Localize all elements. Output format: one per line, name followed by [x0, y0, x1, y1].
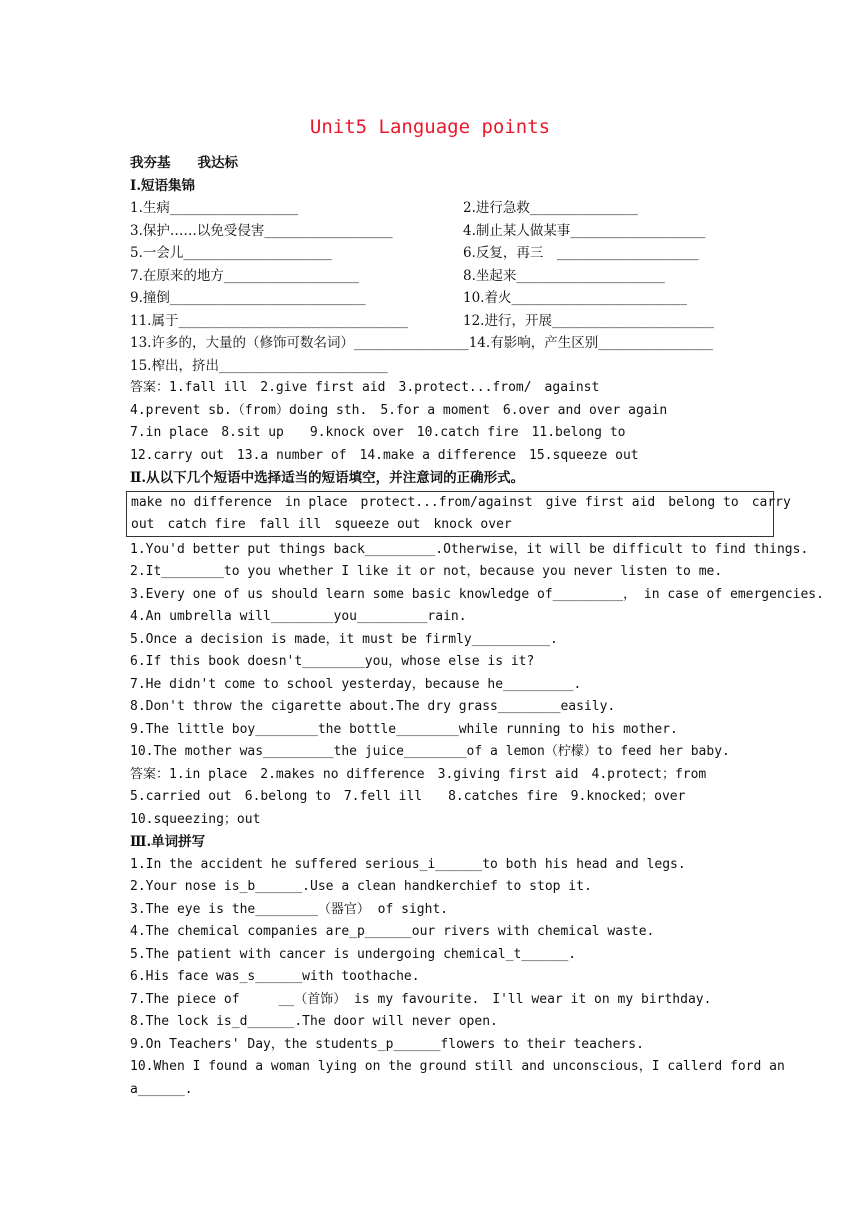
answer-line: 7.in place 8.sit up 9.knock over 10.catch fire 11.belong to [130, 425, 626, 440]
phrase-item: 2.进行急救________________ [463, 200, 638, 216]
question-item: 7.The piece of __（首饰） is my favourite. I'll wear it on my birthday. [130, 991, 712, 1007]
question-item: 2.Your nose is_b______.Use a clean handkerchief to stop it. [130, 879, 592, 894]
phrase-item: 7.在原来的地方____________________ [130, 267, 359, 284]
phrase-item: 6.反复，再三 _____________________ [463, 245, 699, 261]
question-item: 10.The mother was_________the juice________of a lemon（柠檬）to feed her baby. [130, 744, 730, 759]
section1-heading: Ⅰ.短语集锦 [130, 177, 196, 194]
question-item-continuation: a______. [130, 1081, 193, 1097]
phrase-item: 1.生病___________________ [130, 200, 299, 216]
answer-line: 5.carried out 6.belong to 7.fell ill 8.catches fire 9.knocked；over [130, 789, 686, 804]
phrase-row [130, 242, 770, 265]
question-item: 10.When I found a woman lying on the ground still and unconscious，I callerd ford an [130, 1059, 785, 1074]
phrase-row: 15.榨出，挤出_________________________ [130, 357, 388, 374]
question-item: 5.The patient with cancer is undergoing chemical_t______. [130, 946, 577, 962]
section3-heading: Ⅲ.单词拼写 [130, 834, 206, 850]
question-item: 7.He didn't come to school yesterday，because he_________. [130, 676, 582, 692]
question-item: 8.Don't throw the cigarette about.The dry grass________easily. [130, 699, 616, 714]
phrase-row [130, 197, 770, 220]
question-item: 1.You'd better put things back_________.Otherwise，it will be difficult to find things. [130, 541, 809, 557]
answer-line: 答案：1.fall ill 2.give first aid 3.protect...from/ against [130, 380, 600, 395]
phrase-item: 3.保护……以免受侵害___________________ [130, 222, 393, 239]
phrase-item: 11.属于__________________________________ [130, 312, 408, 329]
question-item: 5.Once a decision is made，it must be firmly__________. [130, 631, 558, 647]
phrase-item: 12.进行，开展________________________ [463, 312, 714, 329]
answer-line: 答案：1.in place 2.makes no difference 3.giving first aid 4.protect；from [130, 766, 707, 782]
answer-line: 12.carry out 13.a number of 14.make a difference 15.squeeze out [130, 447, 639, 463]
question-item: 9.On Teachers' Day，the students_p______flowers to their teachers. [130, 1036, 644, 1052]
worksheet-body [130, 152, 824, 1101]
phrase-item: 8.坐起来______________________ [463, 267, 665, 284]
question-item: 8.The lock is_d______.The door will never open. [130, 1014, 498, 1029]
question-item: 6.If this book doesn't________you，whose else is it? [130, 654, 535, 669]
question-item: 2.It________to you whether I like it or not，because you never listen to me. [130, 564, 723, 579]
section2-heading: Ⅱ.从以下几个短语中选择适当的短语填空，并注意词的正确形式。 [130, 470, 525, 486]
question-item: 4.The chemical companies are_p______our rivers with chemical waste. [130, 924, 655, 939]
phrase-box [126, 491, 791, 537]
answer-line: 4.prevent sb.（from）doing sth. 5.for a moment 6.over and over again [130, 402, 668, 418]
phrase-item: 10.着火__________________________ [463, 290, 687, 306]
phrase-box-line: out catch fire fall ill squeeze out knock over [131, 516, 512, 532]
phrase-row: 13.许多的，大量的（修饰可数名词）_________________14.有影响，产生区别_________________ [130, 335, 713, 351]
question-item: 9.The little boy________the bottle________while running to his mother. [130, 721, 678, 737]
phrase-row [130, 287, 770, 310]
phrase-item: 5.一会儿______________________ [130, 245, 332, 261]
question-item: 3.Every one of us should learn some basic knowledge of_________， in case of emergencies. [130, 586, 824, 602]
page-title: Unit5 Language points [309, 116, 551, 138]
answer-line: 10.squeezing；out [130, 811, 261, 827]
question-item: 1.In the accident he suffered serious_i______to both his head and legs. [130, 856, 686, 872]
question-item: 4.An umbrella will________you_________rain. [130, 609, 467, 624]
question-item: 3.The eye is the________（器官） of sight. [130, 901, 449, 917]
phrase-row [130, 220, 770, 243]
phrase-row [130, 310, 770, 333]
question-item: 6.His face was_s______with toothache. [130, 969, 420, 984]
phrase-box-line: make no difference in place protect...from/against give first aid belong to carry [131, 494, 791, 510]
phrase-item: 4.制止某人做某事____________________ [463, 222, 706, 239]
section-header: 我夯基 我达标 [130, 155, 238, 171]
phrase-row [130, 265, 770, 288]
phrase-item: 9.撞倒_____________________________ [130, 290, 366, 306]
